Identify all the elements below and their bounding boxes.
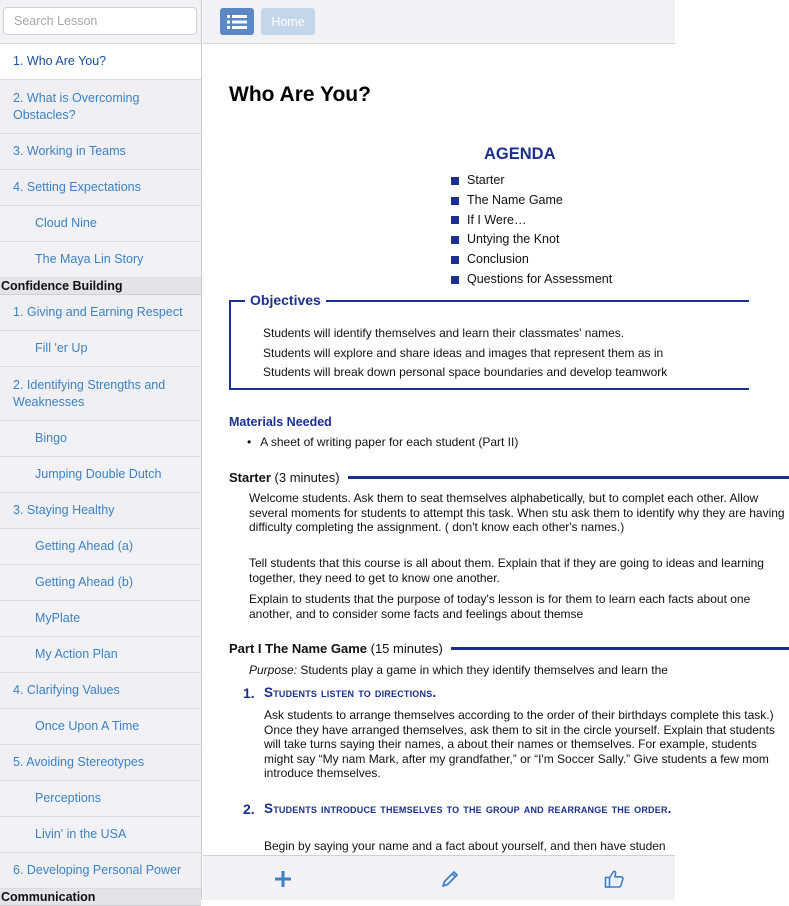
sidebar-item-label: 6. Developing Personal Power: [13, 863, 182, 877]
starter-title: Starter: [229, 470, 271, 485]
add-button[interactable]: [272, 868, 294, 890]
square-bullet-icon: [451, 197, 459, 205]
sidebar-item-the-maya-lin-story[interactable]: [0, 242, 201, 278]
sidebar-item-4-setting-expectations[interactable]: [0, 170, 201, 206]
purpose-label: Purpose:: [249, 663, 298, 677]
sidebar-item-cloud-nine[interactable]: [0, 206, 201, 242]
agenda-item: [451, 211, 691, 231]
agenda-item: [451, 270, 691, 290]
like-icon: [604, 869, 625, 889]
square-bullet-icon: [451, 216, 459, 224]
sidebar-item-label: Once Upon A Time: [35, 719, 140, 733]
sidebar-item-label: The Maya Lin Story: [35, 252, 144, 266]
sidebar-item-4-clarifying-values[interactable]: [0, 673, 201, 709]
list-icon: [227, 14, 247, 30]
sidebar-item-2-what-is-overcoming-obstacles[interactable]: [0, 80, 201, 134]
square-bullet-icon: [451, 177, 459, 185]
edit-icon: [440, 869, 460, 889]
starter-paragraph: Explain to students that the purpose of today's lesson is for them to learn each facts about one another, and to consider some facts and feelings about themse: [249, 592, 751, 621]
sidebar-item-label: 4. Clarifying Values: [13, 683, 120, 697]
sidebar-item-label: Fill 'er Up: [35, 341, 88, 355]
materials-title: Materials Needed: [229, 415, 332, 429]
step-title: Students introduce themselves to the group and rearrange the order.: [264, 801, 672, 816]
agenda-item-label: Starter: [467, 173, 505, 187]
sidebar-item-label: 1. Giving and Earning Respect: [13, 305, 183, 319]
sidebar-item-6-developing-personal-power[interactable]: [0, 853, 201, 889]
agenda-title: AGENDA: [484, 145, 556, 163]
lesson-title: Who Are You?: [229, 83, 371, 106]
objectives-list: [263, 324, 667, 383]
sidebar-item-label: MyPlate: [35, 611, 81, 625]
sidebar-item-label: Perceptions: [35, 791, 102, 805]
agenda-item: [451, 171, 691, 191]
bottom-toolbar: [203, 855, 675, 900]
sidebar-item-label: Getting Ahead (a): [35, 539, 133, 553]
agenda-item: [451, 191, 691, 211]
agenda-item-label: Untying the Knot: [467, 232, 560, 247]
part1-header: [229, 641, 789, 656]
agenda-item: [451, 230, 691, 250]
lesson-document: [203, 45, 785, 855]
starter-paragraph: Welcome students. Ask them to seat themselves alphabetically, but to complet each other. Allow several moments for students to attempt this task. When stu ask them to identify why they are having difficulty completing the assignment. ( don't know each other's names.): [249, 491, 785, 534]
agenda-list: [451, 171, 691, 290]
square-bullet-icon: [451, 276, 459, 284]
agenda-item: [451, 250, 691, 270]
sidebar-item-label: Livin' in the USA: [35, 827, 127, 841]
sidebar-item-label: Bingo: [35, 431, 67, 445]
square-bullet-icon: [451, 236, 459, 244]
objective-item: Students will explore and share ideas and images that represent them as in: [263, 345, 664, 360]
agenda-item-label: Conclusion: [467, 252, 529, 267]
step-2: [243, 801, 783, 817]
section-rule: [451, 647, 789, 650]
home-button[interactable]: Home: [261, 8, 315, 35]
sidebar-item-myplate[interactable]: [0, 601, 201, 637]
lesson-list: [0, 44, 201, 906]
sidebar-item-label: Jumping Double Dutch: [35, 467, 162, 481]
sidebar-item-2-identifying-strengths-and-weaknesses[interactable]: [0, 367, 201, 421]
starter-paragraph: Tell students that this course is all about them. Explain that if they are going to ideas and learning together, they need to get to know one another.: [249, 556, 764, 585]
edit-button[interactable]: [439, 868, 461, 890]
sidebar-item-my-action-plan[interactable]: [0, 637, 201, 673]
sidebar-section-communication: [0, 889, 201, 906]
sidebar-item-label: Cloud Nine: [35, 216, 97, 230]
sidebar-item-label: 3. Working in Teams: [13, 144, 126, 158]
sidebar: [0, 0, 202, 904]
section-rule: [348, 476, 789, 479]
objectives-title: Objectives: [245, 292, 326, 308]
sidebar-item-label: 1. Who Are You?: [13, 54, 107, 68]
sidebar-item-label: 2. Identifying Strengths and Weaknesses: [13, 377, 166, 409]
sidebar-item-getting-ahead-a[interactable]: [0, 529, 201, 565]
sidebar-item-1-who-are-you[interactable]: [0, 44, 201, 80]
sidebar-item-label: Getting Ahead (b): [35, 575, 133, 589]
agenda: [451, 145, 691, 290]
material-item: • A sheet of writing paper for each student (Part II): [247, 434, 518, 451]
agenda-item-label: Questions for Assessment: [467, 271, 613, 286]
like-button[interactable]: [603, 868, 625, 890]
sidebar-item-label: Communication: [1, 890, 96, 904]
part1-title: Part I The Name Game: [229, 641, 367, 656]
search-bar: [0, 0, 201, 44]
search-input[interactable]: [3, 7, 197, 35]
objective-item: Students will identify themselves and learn their classmates' names.: [263, 326, 625, 340]
part1-duration: (15 minutes): [370, 641, 443, 656]
sidebar-item-label: My Action Plan: [35, 647, 118, 661]
step-body: Ask students to arrange themselves according to the order of their birthdays complete this task.) Once they have arranged themselves, ask them to sit in the circle yourself. Explain that students will take turns saying their names, a about their names or themselves. For example, students might say “My nam Mark, after my grandfather,” or “I'm Soccer Sally.” Give students a few mom introduce themselves.: [264, 708, 775, 780]
objectives-box: [229, 292, 749, 390]
step-body: Begin by saying your name and a fact about yourself, and then have studen: [264, 839, 666, 853]
sidebar-item-bingo[interactable]: [0, 421, 201, 457]
sidebar-item-label: 3. Staying Healthy: [13, 503, 115, 517]
top-toolbar: [203, 0, 675, 44]
objective-item: Students will break down personal space boundaries and develop teamwork: [263, 365, 668, 379]
step-title: Students listen to directions.: [264, 685, 437, 700]
purpose-text: Students play a game in which they identify themselves and learn the: [300, 663, 668, 677]
sidebar-item-label: 2. What is Overcoming Obstacles?: [13, 90, 140, 122]
square-bullet-icon: [451, 256, 459, 264]
sidebar-item-getting-ahead-b[interactable]: [0, 565, 201, 601]
agenda-item-label: The Name Game: [467, 192, 563, 207]
sidebar-item-label: 4. Setting Expectations: [13, 180, 141, 194]
add-icon: [274, 870, 292, 888]
starter-duration: (3 minutes): [274, 470, 340, 485]
sidebar-item-5-avoiding-stereotypes[interactable]: [0, 745, 201, 781]
step-1: [243, 685, 783, 701]
lesson-list-toggle-button[interactable]: [220, 8, 254, 35]
sidebar-item-3-staying-healthy[interactable]: [0, 493, 201, 529]
sidebar-item-fill-er-up[interactable]: [0, 331, 201, 367]
step-number: 2.: [243, 801, 255, 817]
sidebar-section-confidence-building: [0, 278, 201, 295]
starter-header: [229, 470, 789, 485]
part1-purpose: [249, 663, 789, 678]
sidebar-item-1-giving-and-earning-respect[interactable]: [0, 295, 201, 331]
sidebar-item-perceptions[interactable]: [0, 781, 201, 817]
materials-list: [247, 434, 518, 451]
sidebar-item-livin-in-the-usa[interactable]: [0, 817, 201, 853]
sidebar-item-once-upon-a-time[interactable]: [0, 709, 201, 745]
agenda-item-label: If I Were…: [467, 212, 527, 227]
step-number: 1.: [243, 685, 255, 701]
sidebar-item-jumping-double-dutch[interactable]: [0, 457, 201, 493]
sidebar-item-label: Confidence Building: [1, 279, 123, 293]
sidebar-item-3-working-in-teams[interactable]: [0, 134, 201, 170]
sidebar-item-label: 5. Avoiding Stereotypes: [13, 755, 145, 769]
